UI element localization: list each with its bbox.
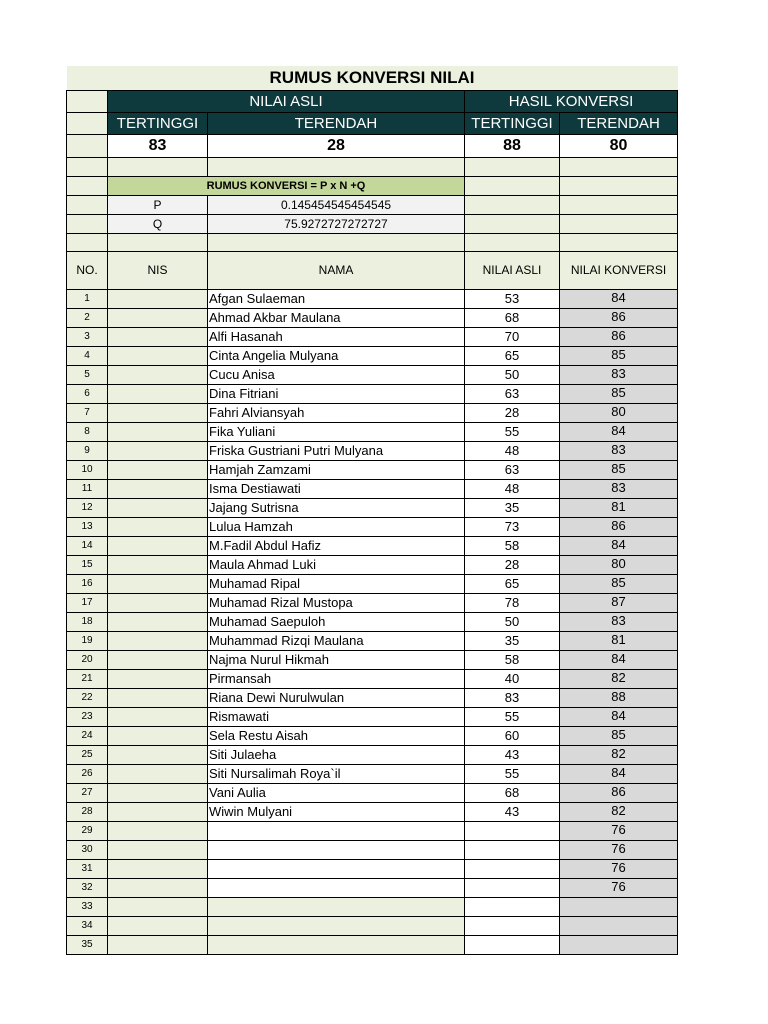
nis-cell[interactable]	[108, 593, 208, 612]
table-row	[67, 878, 678, 897]
nis-cell[interactable]	[108, 745, 208, 764]
nis-cell[interactable]	[108, 878, 208, 897]
row-number: 4	[67, 346, 108, 365]
asli-terendah-value[interactable]: 28	[208, 134, 465, 157]
nis-cell[interactable]	[108, 802, 208, 821]
nama-cell[interactable]: Muhamad Ripal	[208, 574, 465, 593]
row-number: 24	[67, 726, 108, 745]
nilai-konversi-cell[interactable]	[560, 935, 678, 954]
row-number: 20	[67, 650, 108, 669]
nama-cell[interactable]: Ahmad Akbar Maulana	[208, 308, 465, 327]
nama-cell[interactable]	[208, 897, 465, 916]
empty-cell[interactable]	[67, 176, 108, 195]
nilai-asli-cell[interactable]	[465, 840, 560, 859]
empty-cell[interactable]	[560, 214, 678, 233]
nilai-asli-cell[interactable]: 58	[465, 536, 560, 555]
nilai-konversi-cell[interactable]: 84	[560, 289, 678, 308]
nis-cell[interactable]	[108, 365, 208, 384]
empty-cell[interactable]	[465, 214, 560, 233]
nilai-asli-cell[interactable]	[465, 859, 560, 878]
table-row	[67, 783, 678, 802]
column-header-no: NO.	[67, 251, 108, 289]
q-value[interactable]: 75.9272727272727	[208, 214, 465, 233]
nilai-asli-cell[interactable]: 50	[465, 365, 560, 384]
asli-tertinggi-value[interactable]: 83	[108, 134, 208, 157]
nilai-asli-cell[interactable]: 50	[465, 612, 560, 631]
nama-cell[interactable]: Vani Aulia	[208, 783, 465, 802]
row-number: 28	[67, 802, 108, 821]
conversion-table	[66, 66, 678, 955]
nilai-konversi-cell[interactable]: 76	[560, 878, 678, 897]
empty-cell[interactable]	[560, 157, 678, 176]
nama-cell[interactable]: Muhamad Saepuloh	[208, 612, 465, 631]
nilai-asli-cell[interactable]: 65	[465, 346, 560, 365]
nama-cell[interactable]: Muhammad Rizqi Maulana	[208, 631, 465, 650]
row-number: 7	[67, 403, 108, 422]
table-row	[67, 650, 678, 669]
row-number: 32	[67, 878, 108, 897]
nilai-asli-cell[interactable]	[465, 821, 560, 840]
nama-cell[interactable]	[208, 916, 465, 935]
table-row	[67, 327, 678, 346]
empty-cell[interactable]	[67, 134, 108, 157]
nama-cell[interactable]: Fika Yuliani	[208, 422, 465, 441]
nilai-konversi-cell[interactable]: 87	[560, 593, 678, 612]
empty-cell[interactable]	[465, 233, 560, 251]
table-row	[67, 498, 678, 517]
q-label: Q	[108, 214, 208, 233]
nilai-asli-cell[interactable]: 43	[465, 745, 560, 764]
row-number: 13	[67, 517, 108, 536]
nama-cell[interactable]: Hamjah Zamzami	[208, 460, 465, 479]
nama-cell[interactable]: Fahri Alviansyah	[208, 403, 465, 422]
nilai-asli-cell[interactable]: 28	[465, 555, 560, 574]
table-row	[67, 403, 678, 422]
nilai-asli-cell[interactable]: 58	[465, 650, 560, 669]
nama-cell[interactable]: Friska Gustriani Putri Mulyana	[208, 441, 465, 460]
table-row	[67, 441, 678, 460]
row-number: 11	[67, 479, 108, 498]
konv-terendah-value[interactable]: 80	[560, 134, 678, 157]
row-number: 1	[67, 289, 108, 308]
nis-cell[interactable]	[108, 498, 208, 517]
nilai-asli-cell[interactable]: 35	[465, 498, 560, 517]
nama-cell[interactable]: Cucu Anisa	[208, 365, 465, 384]
table-row	[67, 707, 678, 726]
nilai-asli-cell[interactable]: 65	[465, 574, 560, 593]
empty-cell[interactable]	[67, 112, 108, 134]
row-number: 18	[67, 612, 108, 631]
row-number: 23	[67, 707, 108, 726]
row-number: 8	[67, 422, 108, 441]
nilai-asli-header: NILAI ASLI	[108, 90, 465, 112]
row-number: 17	[67, 593, 108, 612]
nama-cell[interactable]: Jajang Sutrisna	[208, 498, 465, 517]
table-row	[67, 631, 678, 650]
nama-cell[interactable]: Wiwin Mulyani	[208, 802, 465, 821]
nilai-asli-cell[interactable]: 60	[465, 726, 560, 745]
nilai-konversi-cell[interactable]: 84	[560, 707, 678, 726]
nilai-konversi-cell[interactable]: 85	[560, 574, 678, 593]
row-number: 30	[67, 840, 108, 859]
table-row	[67, 574, 678, 593]
nis-cell[interactable]	[108, 783, 208, 802]
table-row	[67, 479, 678, 498]
nama-cell[interactable]	[208, 859, 465, 878]
table-row	[67, 669, 678, 688]
nilai-asli-cell[interactable]: 83	[465, 688, 560, 707]
nis-cell[interactable]	[108, 346, 208, 365]
nilai-konversi-cell[interactable]: 80	[560, 555, 678, 574]
p-value[interactable]: 0.145454545454545	[208, 195, 465, 214]
table-row	[67, 365, 678, 384]
konv-tertinggi-header: TERTINGGI	[465, 112, 560, 134]
nama-cell[interactable]: Muhamad Rizal Mustopa	[208, 593, 465, 612]
row-number: 10	[67, 460, 108, 479]
nilai-asli-cell[interactable]: 63	[465, 460, 560, 479]
row-number: 29	[67, 821, 108, 840]
nilai-konversi-cell[interactable]: 76	[560, 840, 678, 859]
nilai-asli-cell[interactable]: 35	[465, 631, 560, 650]
nilai-asli-cell[interactable]: 28	[465, 403, 560, 422]
nilai-konversi-cell[interactable]: 86	[560, 783, 678, 802]
table-row	[67, 916, 678, 935]
row-number: 3	[67, 327, 108, 346]
empty-cell[interactable]	[465, 157, 560, 176]
nis-cell[interactable]	[108, 707, 208, 726]
nilai-konversi-cell[interactable]: 85	[560, 346, 678, 365]
nama-cell[interactable]	[208, 878, 465, 897]
nilai-asli-cell[interactable]: 40	[465, 669, 560, 688]
table-row	[67, 555, 678, 574]
nilai-konversi-cell[interactable]: 82	[560, 745, 678, 764]
nis-cell[interactable]	[108, 403, 208, 422]
nilai-konversi-cell[interactable]: 86	[560, 327, 678, 346]
row-number: 16	[67, 574, 108, 593]
row-number: 14	[67, 536, 108, 555]
nis-cell[interactable]	[108, 631, 208, 650]
nilai-konversi-cell[interactable]: 84	[560, 536, 678, 555]
table-row	[67, 612, 678, 631]
row-number: 34	[67, 916, 108, 935]
nis-cell[interactable]	[108, 650, 208, 669]
empty-cell[interactable]	[108, 157, 208, 176]
nilai-konversi-cell[interactable]: 85	[560, 460, 678, 479]
nis-cell[interactable]	[108, 764, 208, 783]
nama-cell[interactable]	[208, 821, 465, 840]
nilai-konversi-cell[interactable]: 85	[560, 726, 678, 745]
nilai-asli-cell[interactable]: 63	[465, 384, 560, 403]
empty-cell[interactable]	[465, 195, 560, 214]
nilai-konversi-cell[interactable]: 83	[560, 441, 678, 460]
table-row	[67, 517, 678, 536]
nilai-konversi-cell[interactable]	[560, 916, 678, 935]
nama-cell[interactable]: Lulua Hamzah	[208, 517, 465, 536]
table-row	[67, 536, 678, 555]
row-number: 22	[67, 688, 108, 707]
row-number: 35	[67, 935, 108, 954]
empty-cell[interactable]	[560, 195, 678, 214]
nilai-asli-cell[interactable]	[465, 897, 560, 916]
table-row	[67, 308, 678, 327]
table-row	[67, 384, 678, 403]
nis-cell[interactable]	[108, 422, 208, 441]
nilai-konversi-cell[interactable]: 84	[560, 422, 678, 441]
table-row	[67, 802, 678, 821]
row-number: 15	[67, 555, 108, 574]
row-number: 9	[67, 441, 108, 460]
nama-cell[interactable]: Dina Fitriani	[208, 384, 465, 403]
nis-cell[interactable]	[108, 308, 208, 327]
table-row	[67, 289, 678, 308]
table-row	[67, 593, 678, 612]
table-row	[67, 859, 678, 878]
nilai-konversi-cell[interactable]: 80	[560, 403, 678, 422]
nis-cell[interactable]	[108, 517, 208, 536]
table-row	[67, 821, 678, 840]
row-number: 21	[67, 669, 108, 688]
table-row	[67, 460, 678, 479]
asli-terendah-header: TERENDAH	[208, 112, 465, 134]
nilai-asli-cell[interactable]	[465, 878, 560, 897]
nilai-asli-cell[interactable]: 55	[465, 707, 560, 726]
nis-cell[interactable]	[108, 384, 208, 403]
nama-cell[interactable]: Siti Nursalimah Roya`il	[208, 764, 465, 783]
row-number: 12	[67, 498, 108, 517]
nama-cell[interactable]: Afgan Sulaeman	[208, 289, 465, 308]
empty-cell[interactable]	[208, 157, 465, 176]
nilai-asli-cell[interactable]: 68	[465, 308, 560, 327]
nis-cell[interactable]	[108, 859, 208, 878]
nilai-asli-cell[interactable]	[465, 935, 560, 954]
formula-label: RUMUS KONVERSI = P x N +Q	[108, 176, 465, 195]
nis-cell[interactable]	[108, 726, 208, 745]
nilai-asli-cell[interactable]: 43	[465, 802, 560, 821]
empty-cell[interactable]	[465, 176, 560, 195]
nilai-konversi-cell[interactable]: 76	[560, 821, 678, 840]
table-row	[67, 726, 678, 745]
nama-cell[interactable]	[208, 840, 465, 859]
nis-cell[interactable]	[108, 612, 208, 631]
column-header-nilai-konversi: NILAI KONVERSI	[560, 251, 678, 289]
konv-tertinggi-value[interactable]: 88	[465, 134, 560, 157]
hasil-konversi-header: HASIL KONVERSI	[465, 90, 678, 112]
nilai-konversi-cell[interactable]: 81	[560, 498, 678, 517]
nilai-konversi-cell[interactable]: 83	[560, 479, 678, 498]
nilai-konversi-cell[interactable]: 76	[560, 859, 678, 878]
row-number: 26	[67, 764, 108, 783]
row-number: 5	[67, 365, 108, 384]
nis-cell[interactable]	[108, 289, 208, 308]
nis-cell[interactable]	[108, 821, 208, 840]
empty-cell[interactable]	[108, 233, 208, 251]
empty-cell[interactable]	[67, 233, 108, 251]
nis-cell[interactable]	[108, 441, 208, 460]
nilai-konversi-cell[interactable]: 86	[560, 308, 678, 327]
nis-cell[interactable]	[108, 840, 208, 859]
p-label: P	[108, 195, 208, 214]
nama-cell[interactable]: Pirmansah	[208, 669, 465, 688]
row-number: 33	[67, 897, 108, 916]
nilai-konversi-cell[interactable]: 83	[560, 612, 678, 631]
nis-cell[interactable]	[108, 897, 208, 916]
empty-cell[interactable]	[67, 195, 108, 214]
nis-cell[interactable]	[108, 916, 208, 935]
nis-cell[interactable]	[108, 574, 208, 593]
nama-cell[interactable]: Maula Ahmad Luki	[208, 555, 465, 574]
table-row	[67, 745, 678, 764]
nilai-konversi-cell[interactable]: 82	[560, 802, 678, 821]
nilai-asli-cell[interactable]: 70	[465, 327, 560, 346]
table-row	[67, 764, 678, 783]
nilai-konversi-cell[interactable]: 83	[560, 365, 678, 384]
nis-cell[interactable]	[108, 479, 208, 498]
nis-cell[interactable]	[108, 327, 208, 346]
empty-cell[interactable]	[67, 157, 108, 176]
nilai-asli-cell[interactable]: 48	[465, 441, 560, 460]
nama-cell[interactable]: Isma Destiawati	[208, 479, 465, 498]
nis-cell[interactable]	[108, 688, 208, 707]
nilai-konversi-cell[interactable]: 84	[560, 764, 678, 783]
nilai-asli-cell[interactable]: 68	[465, 783, 560, 802]
nama-cell[interactable]: Cinta Angelia Mulyana	[208, 346, 465, 365]
nama-cell[interactable]	[208, 935, 465, 954]
nilai-konversi-cell[interactable]: 85	[560, 384, 678, 403]
nilai-konversi-cell[interactable]	[560, 897, 678, 916]
table-row	[67, 897, 678, 916]
nama-cell[interactable]: Riana Dewi Nurulwulan	[208, 688, 465, 707]
nama-cell[interactable]: M.Fadil Abdul Hafiz	[208, 536, 465, 555]
nilai-asli-cell[interactable]: 53	[465, 289, 560, 308]
nilai-asli-cell[interactable]: 73	[465, 517, 560, 536]
empty-cell[interactable]	[560, 176, 678, 195]
nilai-konversi-cell[interactable]: 84	[560, 650, 678, 669]
nis-cell[interactable]	[108, 555, 208, 574]
table-row	[67, 422, 678, 441]
nis-cell[interactable]	[108, 669, 208, 688]
row-number: 19	[67, 631, 108, 650]
table-row	[67, 840, 678, 859]
column-header-nis: NIS	[108, 251, 208, 289]
nilai-asli-cell[interactable]: 78	[465, 593, 560, 612]
column-header-nilai-asli: NILAI ASLI	[465, 251, 560, 289]
empty-cell[interactable]	[67, 90, 108, 112]
nilai-konversi-cell[interactable]: 81	[560, 631, 678, 650]
table-row	[67, 935, 678, 954]
nilai-asli-cell[interactable]: 48	[465, 479, 560, 498]
sheet-title: RUMUS KONVERSI NILAI	[67, 66, 678, 90]
row-number: 2	[67, 308, 108, 327]
spreadsheet	[66, 66, 677, 955]
row-number: 6	[67, 384, 108, 403]
nilai-asli-cell[interactable]: 55	[465, 422, 560, 441]
row-number: 27	[67, 783, 108, 802]
nilai-konversi-cell[interactable]: 86	[560, 517, 678, 536]
row-number: 31	[67, 859, 108, 878]
nilai-asli-cell[interactable]: 55	[465, 764, 560, 783]
empty-cell[interactable]	[208, 233, 465, 251]
column-header-nama: NAMA	[208, 251, 465, 289]
nama-cell[interactable]: Siti Julaeha	[208, 745, 465, 764]
asli-tertinggi-header: TERTINGGI	[108, 112, 208, 134]
nama-cell[interactable]: Rismawati	[208, 707, 465, 726]
nama-cell[interactable]: Alfi Hasanah	[208, 327, 465, 346]
nis-cell[interactable]	[108, 536, 208, 555]
nama-cell[interactable]: Najma Nurul Hikmah	[208, 650, 465, 669]
nis-cell[interactable]	[108, 460, 208, 479]
empty-cell[interactable]	[560, 233, 678, 251]
nilai-konversi-cell[interactable]: 88	[560, 688, 678, 707]
nama-cell[interactable]: Sela Restu Aisah	[208, 726, 465, 745]
row-number: 25	[67, 745, 108, 764]
nis-cell[interactable]	[108, 935, 208, 954]
table-row	[67, 688, 678, 707]
empty-cell[interactable]	[67, 214, 108, 233]
konv-terendah-header: TERENDAH	[560, 112, 678, 134]
nilai-asli-cell[interactable]	[465, 916, 560, 935]
nilai-konversi-cell[interactable]: 82	[560, 669, 678, 688]
table-row	[67, 346, 678, 365]
